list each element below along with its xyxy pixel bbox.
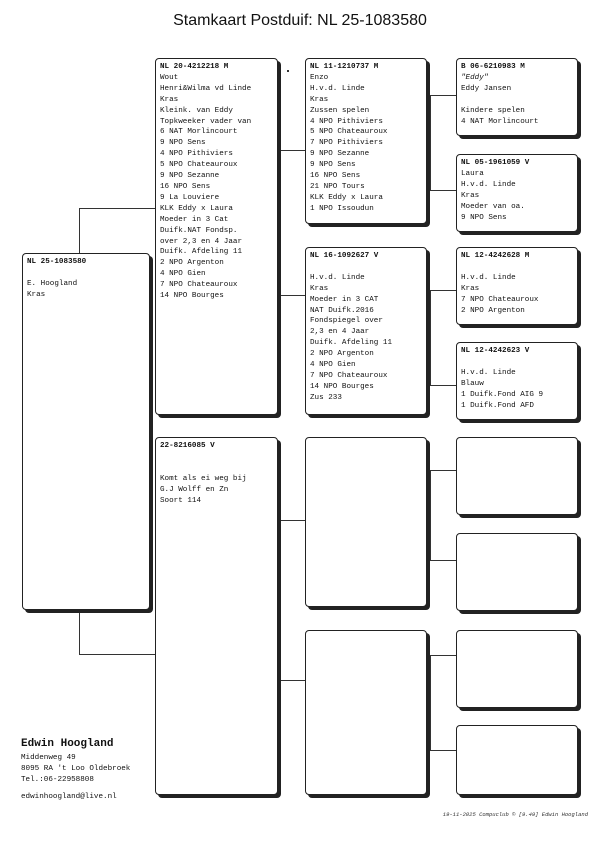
connector bbox=[79, 654, 155, 655]
sire-line: Moeder in 3 Cat bbox=[160, 215, 229, 224]
sdd-line: 1 Duifk.Fond AFD bbox=[461, 401, 534, 410]
footer-credit: 19-11-2025 Compuclub © [9.49] Edwin Hoogland bbox=[442, 811, 588, 818]
sire-sire-line: 4 NPO Pithiviers bbox=[310, 117, 383, 126]
sire-line: Kras bbox=[160, 95, 179, 104]
sds-line: 2 NPO Argenton bbox=[461, 306, 525, 315]
sire-line: KLK Eddy x Laura bbox=[160, 204, 233, 213]
sds-line: H.v.d. Linde bbox=[461, 273, 516, 282]
sire-sire-line: Kras bbox=[310, 95, 329, 104]
dam-line: Soort 114 bbox=[160, 496, 202, 505]
sds-line bbox=[461, 262, 573, 273]
sire-line: Wout bbox=[160, 73, 179, 82]
sire-line: 9 NPO Sezanne bbox=[160, 172, 220, 181]
sire-sire-line: 16 NPO Sens bbox=[310, 172, 361, 181]
sire-sire-line: KLK Eddy x Laura bbox=[310, 193, 383, 202]
dam-card bbox=[155, 437, 278, 795]
sire-dam-line: 4 NPO Gien bbox=[310, 361, 356, 370]
sire-dam-line: Moeder in 3 CAT bbox=[310, 295, 379, 304]
owner-block bbox=[21, 738, 130, 801]
sdd-line: Blauw bbox=[461, 379, 484, 388]
sss-card bbox=[456, 58, 578, 136]
sire-dam-line: Duifk. Afdeling 11 bbox=[310, 339, 393, 348]
owner-name: Edwin Hoogland bbox=[21, 738, 114, 750]
sire-line: 16 NPO Sens bbox=[160, 182, 211, 191]
sire-dam-line: 2 NPO Argenton bbox=[310, 350, 374, 359]
sire-sire-line: 9 NPO Sens bbox=[310, 161, 356, 170]
connector bbox=[430, 95, 456, 96]
dam-ring: 22-8216085 V bbox=[160, 442, 215, 450]
dds-card bbox=[456, 630, 578, 708]
connector bbox=[280, 150, 281, 295]
sire-line: Duifk. Afdeling 11 bbox=[160, 248, 243, 257]
sss-line bbox=[461, 95, 573, 106]
sire-sire-ring: NL 11-1210737 M bbox=[310, 63, 379, 71]
sire-line: over 2,3 en 4 Jaar bbox=[160, 237, 243, 246]
connector bbox=[79, 208, 80, 253]
sdd-line bbox=[461, 357, 573, 368]
scan-speck bbox=[287, 70, 289, 72]
dss-card bbox=[456, 437, 578, 515]
sire-line: 2 NPO Argenton bbox=[160, 259, 224, 268]
page-title: Stamkaart Postduif: NL 25-1083580 bbox=[173, 12, 427, 29]
sss-ring: B 06-6210983 M bbox=[461, 63, 525, 71]
sire-sire-line: 7 NPO Pithiviers bbox=[310, 139, 383, 148]
connector bbox=[79, 610, 80, 654]
owner-phone: Tel.:06-22958808 bbox=[21, 776, 94, 784]
sire-sire-line: 1 NPO Issoudun bbox=[310, 204, 374, 213]
sire-dam-line bbox=[310, 262, 422, 273]
connector bbox=[280, 520, 305, 521]
sdd-line: H.v.d. Linde bbox=[461, 368, 516, 377]
ssd-line: H.v.d. Linde bbox=[461, 180, 516, 189]
sire-dam-ring: NL 16-1092627 V bbox=[310, 252, 379, 260]
connector bbox=[430, 385, 456, 386]
connector bbox=[280, 150, 305, 151]
ssd-card bbox=[456, 154, 578, 232]
dam-line bbox=[160, 463, 273, 474]
connector bbox=[430, 750, 456, 751]
dam-line bbox=[160, 452, 273, 463]
owner-street: Middenweg 49 bbox=[21, 754, 76, 762]
sire-sire-line: 5 NPO Chateauroux bbox=[310, 128, 388, 137]
sire-sire-line: H.v.d. Linde bbox=[310, 84, 365, 93]
connector bbox=[430, 470, 456, 471]
connector bbox=[79, 208, 155, 209]
sire-line: 14 NPO Bourges bbox=[160, 292, 224, 301]
sire-dam-line: Fondspiegel over bbox=[310, 317, 383, 326]
sss-line: Kindere spelen bbox=[461, 106, 525, 115]
connector bbox=[430, 470, 431, 560]
sire-line: Kleink. van Eddy bbox=[160, 106, 233, 115]
owner-email: edwinhoogland@live.nl bbox=[21, 793, 117, 801]
sire-card bbox=[155, 58, 278, 415]
sire-line: 9 NPO Sens bbox=[160, 139, 206, 148]
pigeon-line: E. Hoogland bbox=[27, 279, 78, 288]
pigeon-ring: NL 25-1083580 bbox=[27, 258, 87, 266]
connector bbox=[280, 295, 305, 296]
dsd-card bbox=[456, 533, 578, 611]
sdd-ring: NL 12-4242623 V bbox=[461, 347, 530, 355]
ssd-line: 9 NPO Sens bbox=[461, 213, 507, 222]
connector bbox=[280, 680, 305, 681]
sire-sire-line: Enzo bbox=[310, 73, 329, 82]
connector bbox=[430, 95, 431, 190]
sire-sire-line: 9 NPO Sezanne bbox=[310, 150, 370, 159]
ssd-ring: NL 05-1961059 V bbox=[461, 159, 530, 167]
pigeon-line: Kras bbox=[27, 290, 46, 299]
connector bbox=[280, 520, 281, 680]
dam-dam-card bbox=[305, 630, 427, 795]
sds-card bbox=[456, 247, 578, 325]
sdd-card bbox=[456, 342, 578, 420]
sire-sire-line: 21 NPO Tours bbox=[310, 182, 365, 191]
sire-line: Topkweeker vader van bbox=[160, 117, 252, 126]
sire-ring: NL 20-4212218 M bbox=[160, 63, 229, 71]
sire-line: 4 NPO Gien bbox=[160, 270, 206, 279]
ssd-line: Laura bbox=[461, 169, 484, 178]
pigeon-card bbox=[22, 253, 150, 610]
connector bbox=[430, 560, 456, 561]
sire-dam-line: 7 NPO Chateauroux bbox=[310, 371, 388, 380]
sire-line: Henri&Wilma vd Linde bbox=[160, 84, 252, 93]
sire-dam-card bbox=[305, 247, 427, 415]
sss-line: 4 NAT Morlincourt bbox=[461, 117, 539, 126]
dam-line: G.J Wolff en Zn bbox=[160, 485, 229, 494]
sire-line: 9 La Louviere bbox=[160, 193, 220, 202]
sire-dam-line: 14 NPO Bourges bbox=[310, 382, 374, 391]
sire-line: 4 NPO Pithiviers bbox=[160, 150, 233, 159]
sire-line: 6 NAT Morlincourt bbox=[160, 128, 238, 137]
sds-line: Kras bbox=[461, 284, 480, 293]
sds-line: 7 NPO Chateauroux bbox=[461, 295, 539, 304]
sire-dam-line: Kras bbox=[310, 284, 329, 293]
sire-dam-line: H.v.d. Linde bbox=[310, 273, 365, 282]
ssd-line: Moeder van oa. bbox=[461, 202, 525, 211]
sire-dam-line: NAT Duifk.2016 bbox=[310, 306, 374, 315]
pigeon-line bbox=[27, 268, 145, 279]
sss-line: Eddy Jansen bbox=[461, 84, 512, 93]
dam-line: Komt als ei weg bij bbox=[160, 474, 247, 483]
sire-line: 7 NPO Chateauroux bbox=[160, 281, 238, 290]
ssd-line: Kras bbox=[461, 191, 480, 200]
sss-line: "Eddy" bbox=[461, 73, 489, 82]
sds-ring: NL 12-4242628 M bbox=[461, 252, 530, 260]
connector bbox=[430, 655, 431, 750]
sire-dam-line: Zus 233 bbox=[310, 393, 342, 402]
owner-city: 8095 RA 't Loo Oldebroek bbox=[21, 765, 131, 773]
sire-dam-line: 2,3 en 4 Jaar bbox=[310, 328, 370, 337]
sdd-line: 1 Duifk.Fond AIG 9 bbox=[461, 390, 544, 399]
connector bbox=[430, 290, 456, 291]
connector bbox=[430, 655, 456, 656]
connector bbox=[430, 190, 456, 191]
sire-sire-card bbox=[305, 58, 427, 224]
connector bbox=[430, 290, 431, 385]
sire-line: 5 NPO Chateauroux bbox=[160, 161, 238, 170]
sire-sire-line: Zussen spelen bbox=[310, 106, 370, 115]
dam-sire-card bbox=[305, 437, 427, 607]
sire-line: Duifk.NAT Fondsp. bbox=[160, 226, 238, 235]
ddd-card bbox=[456, 725, 578, 795]
